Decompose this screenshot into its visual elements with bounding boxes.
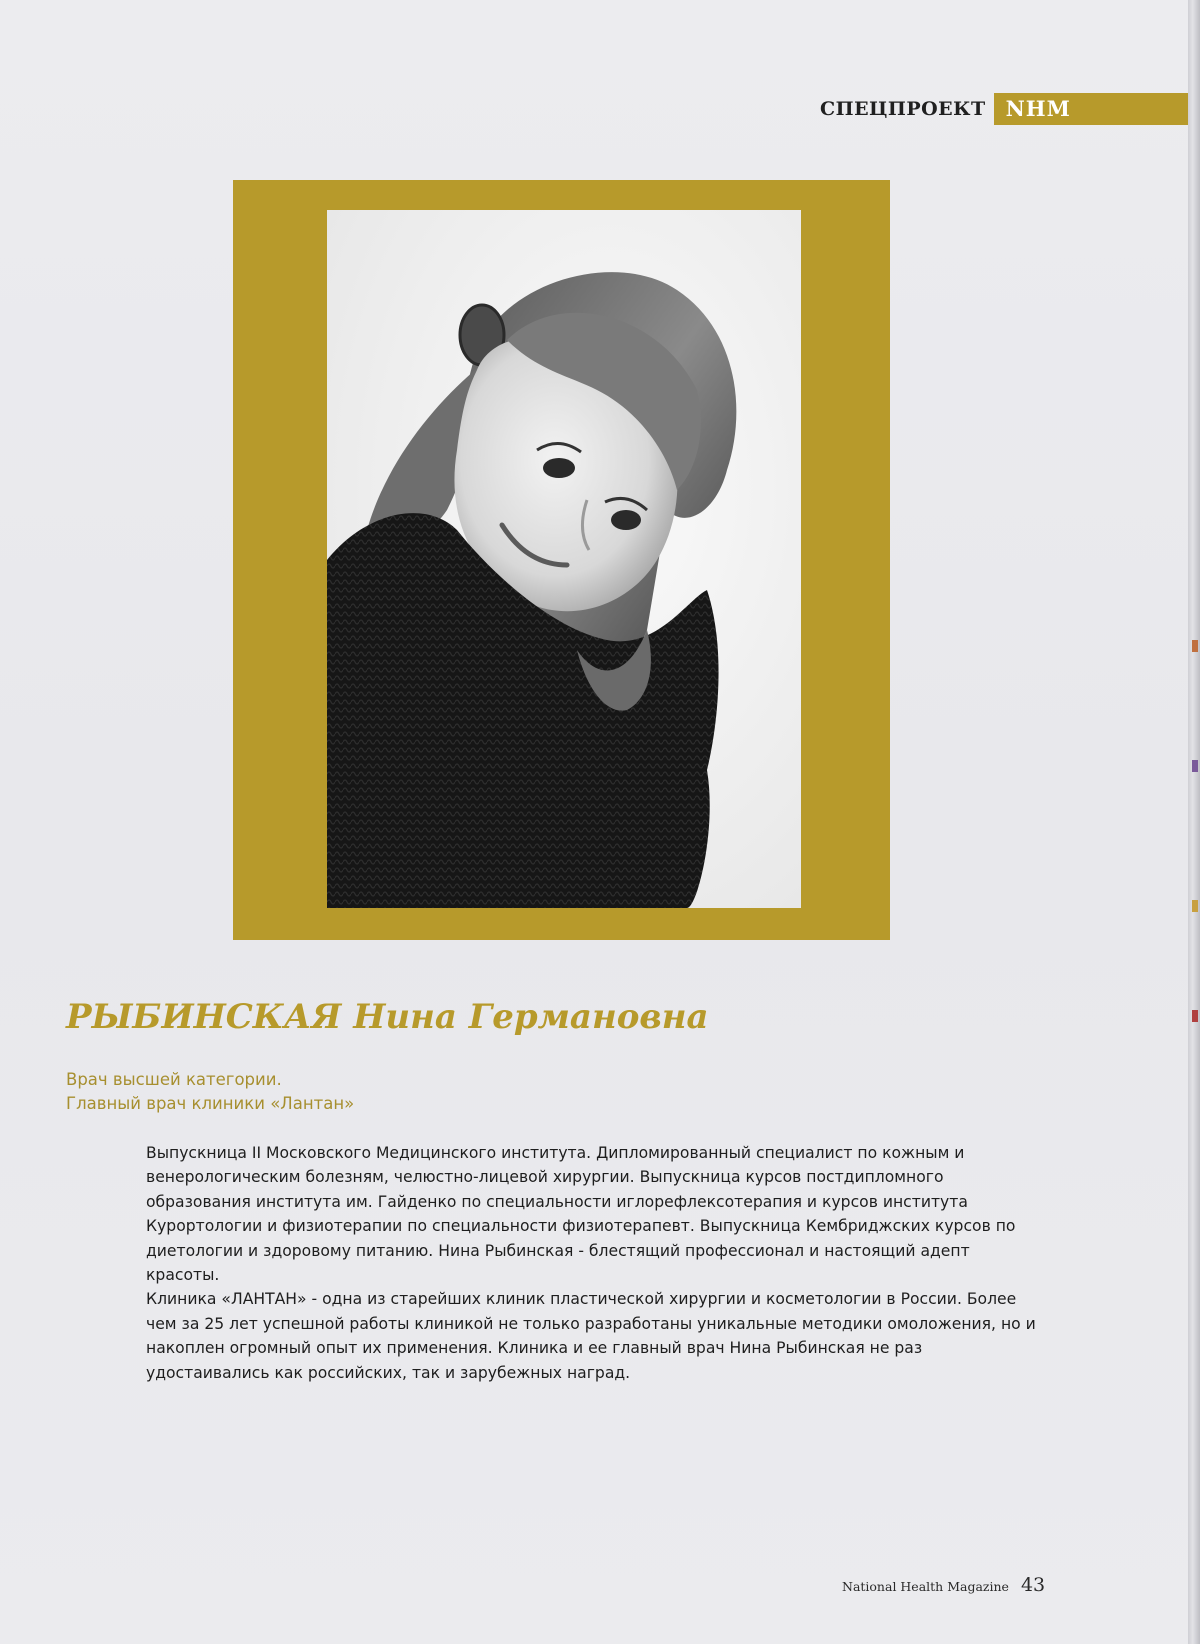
bio-paragraph-1: Выпускница II Московского Медицинского института. Дипломированный специалист по кожным и венерологическим болезням, челюстно-лицевой хирургии. Выпускница курсов постдипломного образования института им. Гайденко по специальности иглорефлексотерапия и курсов института Курортологии и физиотерапии по специальности физиотерапевт. Выпускница Кембриджских курсов по диетологии и здоровому питанию. Нина Рыбинская - блестящий профессионал и настоящий адепт красоты. (146, 1144, 1016, 1285)
person-surname: РЫБИНСКАЯ (66, 997, 342, 1037)
edge-mark (1192, 900, 1198, 912)
section-brand-box (994, 93, 1190, 125)
biography (146, 1141, 1046, 1385)
bio-paragraph-2: Клиника «ЛАНТАН» - одна из старейших клиник пластической хирургии и косметологии в России. Более чем за 25 лет успешной работы клиникой не только разработаны уникальные методики омоложения, но и накоплен огромный опыт их применения. Клиника и ее главный врач Нина Рыбинская не раз удостаивались как российских, так и зарубежных наград. (146, 1290, 1036, 1382)
edge-mark (1192, 1010, 1198, 1022)
magazine-name: National Health Magazine (842, 1579, 1009, 1594)
title-line-1: Врач высшей категории. (66, 1070, 282, 1089)
person-titles (66, 1068, 354, 1116)
right-eye-shape (611, 510, 641, 530)
left-eye-shape (543, 458, 575, 478)
photo-frame (233, 180, 890, 940)
edge-mark (1192, 760, 1198, 772)
page-footer (842, 1574, 1045, 1596)
edge-mark (1192, 640, 1198, 652)
person-given-names: Нина Германовна (353, 997, 709, 1037)
section-brand: NHM (1005, 96, 1071, 121)
section-header (820, 93, 1190, 125)
portrait-illustration (327, 210, 801, 908)
person-name (66, 997, 709, 1037)
title-line-2: Главный врач клиники «Лантан» (66, 1094, 355, 1113)
page-number: 43 (1020, 1574, 1046, 1596)
next-page-edge (1188, 0, 1200, 1644)
section-label: СПЕЦПРОЕКТ (820, 98, 986, 120)
portrait-photo (327, 210, 801, 908)
